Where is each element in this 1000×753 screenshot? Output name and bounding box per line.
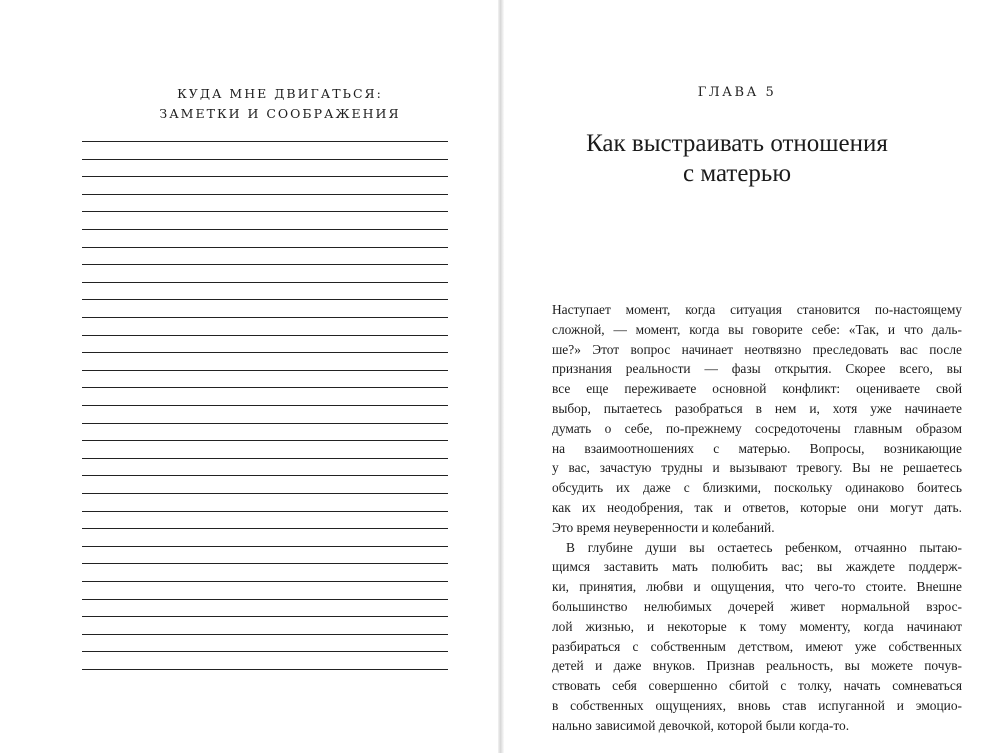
paragraph-1 (552, 300, 962, 538)
note-line (82, 493, 448, 494)
text-line: лой жизнью, и некоторые к тому моменту, когда начинают (552, 618, 962, 634)
note-line (82, 264, 448, 265)
note-line (82, 599, 448, 600)
note-line (82, 651, 448, 652)
text-line: ки, принятия, любви и ощущения, что чего-то стоите. Внешне (552, 579, 962, 595)
text-line: сложной, — момент, когда вы говорите себе: «Так, и что даль- (552, 321, 962, 337)
text-line: разбираться с собственным детством, имеют уже собственных (552, 638, 962, 654)
note-line (82, 141, 448, 142)
right-page (504, 0, 1000, 753)
text-line: думать о себе, по-прежнему сосредоточены главным образом (552, 420, 962, 436)
note-line (82, 176, 448, 177)
paragraph-2 (552, 538, 962, 736)
chapter-label: ГЛАВА 5 (697, 85, 777, 100)
left-page (0, 0, 498, 753)
note-line (82, 581, 448, 582)
note-line (82, 475, 448, 476)
note-line (82, 405, 448, 406)
text-line: ше?» Этот вопрос начинает неотвязно преследовать вас после (552, 341, 962, 357)
note-line (82, 423, 448, 424)
note-line (82, 440, 448, 441)
note-line (82, 546, 448, 547)
text-line: нально зависимой девочкой, которой были когда-то. (552, 717, 850, 733)
chapter-title-line-2: с матерью (682, 160, 792, 187)
text-line: обсудить их даже с близкими, поскольку одинаково боитесь (552, 480, 962, 496)
note-line (82, 335, 448, 336)
text-line: Это время неуверенности и колебаний. (552, 519, 775, 535)
note-line (82, 387, 448, 388)
note-line (82, 563, 448, 564)
text-line: как их неодобрения, так и ответов, которые они могут дать. (552, 499, 962, 515)
notes-heading-line-2: ЗАМЕТКИ И СООБРАЖЕНИЯ (159, 106, 401, 121)
note-line (82, 458, 448, 459)
note-line (82, 317, 448, 318)
text-line: выбор, пытаетесь разобраться в нем и, хотя уже начинаете (552, 400, 962, 416)
chapter-title-line-1: Как выстраивать отношения (586, 130, 888, 157)
text-line: Наступает момент, когда ситуация становится по-настоящему (552, 302, 962, 317)
text-line: щимся заставить мать полюбить вас; вы жаждете поддерж- (552, 559, 962, 575)
notes-heading-line-1: КУДА МНЕ ДВИГАТЬСЯ: (177, 86, 383, 101)
note-line (82, 159, 448, 160)
note-line (82, 229, 448, 230)
note-line (82, 299, 448, 300)
text-line: детей и даже внуков. Признав реальность, вы можете почув- (552, 658, 962, 674)
note-line (82, 634, 448, 635)
note-line (82, 352, 448, 353)
text-line: признания реальности — фазы открытия. Скорее всего, вы (552, 361, 962, 377)
text-line: в собственных ощущениях, вновь став испуганной и эмоцио- (552, 697, 962, 713)
note-line (82, 370, 448, 371)
note-line (82, 616, 448, 617)
note-line (82, 194, 448, 195)
note-line (82, 669, 448, 670)
note-line (82, 282, 448, 283)
chapter-body-text (552, 300, 962, 736)
note-line (82, 528, 448, 529)
text-line: В глубине души вы остаетесь ребенком, отчаянно пытаю- (566, 539, 962, 555)
text-line: у вас, зачастую трудны и вызывают тревогу. Вы не решаетесь (552, 460, 962, 476)
text-line: на взаимоотношениях с матерью. Вопросы, возникающие (552, 440, 962, 456)
text-line: большинство нелюбимых дочерей живет нормальной взрос- (552, 598, 962, 614)
note-line (82, 211, 448, 212)
note-line (82, 247, 448, 248)
text-line: ствовать себя совершенно сбитой с толку, начать сомневаться (552, 678, 962, 694)
note-line (82, 511, 448, 512)
text-line: все еще переживаете основной конфликт: оцениваете свой (552, 381, 962, 397)
notes-lines-area (82, 141, 448, 671)
